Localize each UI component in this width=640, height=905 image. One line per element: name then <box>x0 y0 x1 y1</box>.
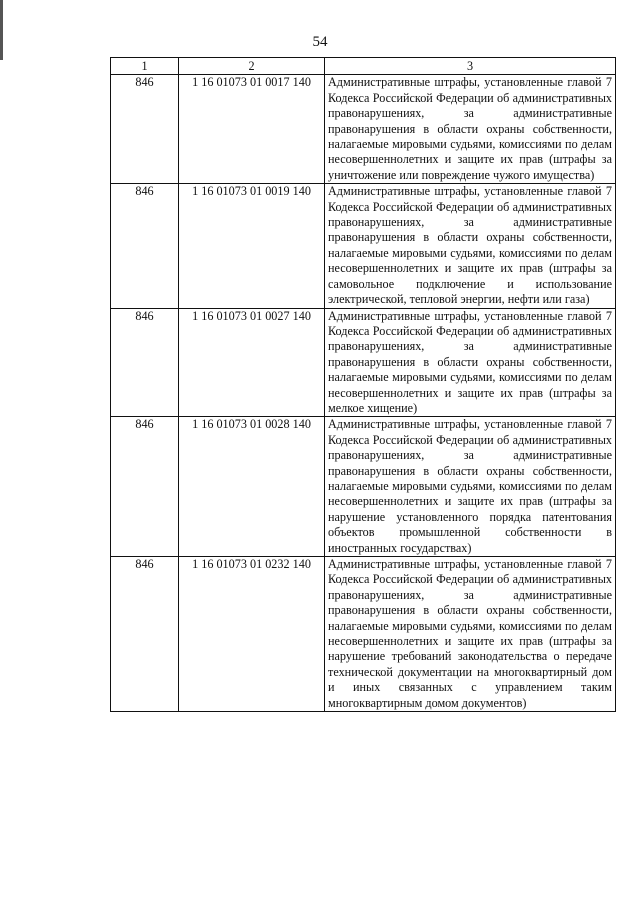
table-row <box>111 184 616 308</box>
header-row <box>111 58 616 75</box>
budget-classification-code: 1 16 01073 01 0232 140 <box>179 557 325 712</box>
table-row <box>111 557 616 712</box>
budget-classification-code: 1 16 01073 01 0028 140 <box>179 417 325 557</box>
column-header-3: 3 <box>325 58 616 75</box>
column-header-2: 2 <box>179 58 325 75</box>
income-description: Административные штрафы, установленные главой 7 Кодекса Российской Федерации об административных правонарушениях, за административные правонарушения в области охраны собственности, налагаемые мировыми судьями, комиссиями по делам несовершеннолетних и защите их прав (штрафы за самовольное подключение и использование электрической, тепловой энергии, нефти или газа) <box>325 184 616 308</box>
administrator-code: 846 <box>111 308 179 417</box>
budget-codes-table <box>110 57 616 712</box>
scan-edge-mark <box>0 0 3 60</box>
table-row <box>111 308 616 417</box>
administrator-code: 846 <box>111 417 179 557</box>
income-description: Административные штрафы, установленные главой 7 Кодекса Российской Федерации об административных правонарушениях, за административные правонарушения в области охраны собственности, налагаемые мировыми судьями, комиссиями по делам несовершеннолетних и защите их прав (штрафы за нарушение требований законодательства о передаче технической документации на многоквартирный дом и иных связанных с управлением таким многоквартирным домом документов) <box>325 557 616 712</box>
budget-classification-code: 1 16 01073 01 0019 140 <box>179 184 325 308</box>
table-row <box>111 417 616 557</box>
budget-classification-code: 1 16 01073 01 0027 140 <box>179 308 325 417</box>
table-row <box>111 75 616 184</box>
income-description: Административные штрафы, установленные главой 7 Кодекса Российской Федерации об административных правонарушениях, за административные правонарушения в области охраны собственности, налагаемые мировыми судьями, комиссиями по делам несовершеннолетних и защите их прав (штрафы за нарушение установленного порядка патентования объектов промышленной собственности в иностранных государствах) <box>325 417 616 557</box>
page-number: 54 <box>312 34 328 50</box>
income-description: Административные штрафы, установленные главой 7 Кодекса Российской Федерации об административных правонарушениях, за административные правонарушения в области охраны собственности, налагаемые мировыми судьями, комиссиями по делам несовершеннолетних и защите их прав (штрафы за мелкое хищение) <box>325 308 616 417</box>
column-header-1: 1 <box>111 58 179 75</box>
budget-classification-code: 1 16 01073 01 0017 140 <box>179 75 325 184</box>
income-description: Административные штрафы, установленные главой 7 Кодекса Российской Федерации об административных правонарушениях, за административные правонарушения в области охраны собственности, налагаемые мировыми судьями, комиссиями по делам несовершеннолетних и защите их прав (штрафы за уничтожение или повреждение чужого имущества) <box>325 75 616 184</box>
administrator-code: 846 <box>111 75 179 184</box>
administrator-code: 846 <box>111 184 179 308</box>
administrator-code: 846 <box>111 557 179 712</box>
